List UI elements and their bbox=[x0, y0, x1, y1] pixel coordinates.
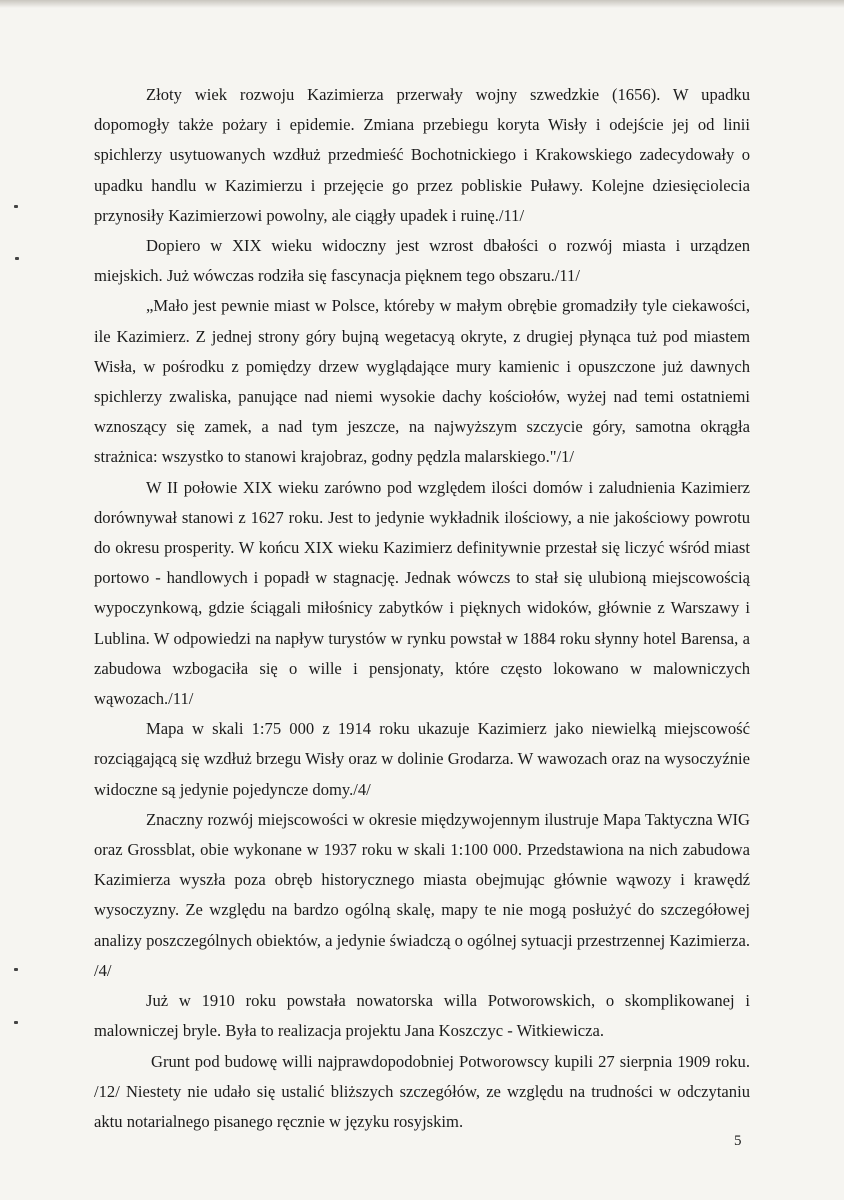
scan-edge bbox=[0, 0, 844, 8]
quote-paragraph: „Mało jest pewnie miast w Polsce, któreby w małym obrębie gromadziły tyle ciekawości, ile Kazimierz. Z jednej strony góry bujną wegetacyą okryte, z drugiej płynąca tuż pod miastem Wisła, w pośrodku z pomiędzy drzew wyglądające mury kamienic i opuszczone już dawnych spichlerzy zwaliska, panujące nad niemi wysokie dachy kościołów, wyżej nad temi ostatniemi wznoszący się zamek, a nad tym jeszcze, na najwyższym szczycie góry, samotna okrągła strażnica: wszystko to stanowi krajobraz, godny pędzla malarskiego."/1/ bbox=[94, 296, 750, 467]
scan-speck bbox=[14, 968, 18, 971]
paragraph: Już w 1910 roku powstała nowatorska willa Potworowskich, o skomplikowanej i malowniczej bryle. Była to realizacja projektu Jana Koszczyc - Witkiewicza. bbox=[94, 991, 750, 1041]
scan-speck bbox=[15, 257, 19, 260]
body-text bbox=[94, 80, 750, 1137]
scan-speck bbox=[14, 205, 18, 208]
paragraph: W II połowie XIX wieku zarówno pod względem ilości domów i zaludnienia Kazimierz dorównywał stanowi z 1627 roku. Jest to jedynie wykładnik ilościowy, a nie jakościowy powrotu do okresu prosperity. W końcu XIX wieku Kazimierz definitywnie przestał się liczyć wśród miast portowo - handlowych i popadł w stagnację. Jednak wówczs to stał się ulubioną miejscowością wypoczynkową, gdzie ściągali miłośnicy zabytków i pięknych widoków, głównie z Warszawy i Lublina. W odpowiedzi na napływ turystów w rynku powstał w 1884 roku słynny hotel Barensa, a zabudowa wzbogaciła się o wille i pensjonaty, które często lokowano w malowniczych wąwozach./11/ bbox=[94, 477, 750, 709]
page-number: 5 bbox=[734, 1133, 742, 1149]
paragraph: Mapa w skali 1:75 000 z 1914 roku ukazuje Kazimierz jako niewielką miejscowość rozciągającą się wzdłuż brzegu Wisły oraz w dolinie Grodarza. W wawozach oraz na wysoczyźnie widoczne są jedynie pojedyncze domy./4/ bbox=[94, 719, 750, 799]
paragraph: Złoty wiek rozwoju Kazimierza przerwały wojny szwedzkie (1656). W upadku dopomogły także pożary i epidemie. Zmiana przebiegu koryta Wisły i odejście jej od linii spichlerzy usytuowanych wzdłuż przedmieść Bochotnickiego i Krakowskiego zadecydowały o upadku handlu w Kazimierzu i przejęcie go przez pobliskie Puławy. Kolejne dziesięciolecia przynosiły Kazimierzowi powolny, ale ciągły upadek i ruinę./11/ bbox=[94, 85, 750, 225]
paragraph: Grunt pod budowę willi najprawdopodobniej Potworowscy kupili 27 sierpnia 1909 roku. /12/ Niestety nie udało się ustalić bliższych szczegółów, ze względu na trudności w odczytaniu aktu notarialnego pisanego ręcznie w języku rosyjskim. bbox=[94, 1051, 750, 1131]
paragraph: Dopiero w XIX wieku widoczny jest wzrost dbałości o rozwój miasta i urządzen miejskich. Już wówczas rodziła się fascynacja pięknem tego obszaru./11/ bbox=[94, 236, 750, 286]
paragraph: Znaczny rozwój miejscowości w okresie międzywojennym ilustruje Mapa Taktyczna WIG oraz Grossblat, obie wykonane w 1937 roku w skali 1:100 000. Przedstawiona na nich zabudowa Kazimierza wyszła poza obręb historycznego miasta obejmując głównie wąwozy i krawędź wysoczyzny. Ze względu na bardzo ogólną skalę, mapy te nie mogą posłużyć do szczegółowej analizy poszczególnych obiektów, a jedynie świadczą o ogólnej sytuacji przestrzennej Kazimierza. /4/ bbox=[94, 809, 750, 980]
scan-speck bbox=[14, 1021, 18, 1024]
